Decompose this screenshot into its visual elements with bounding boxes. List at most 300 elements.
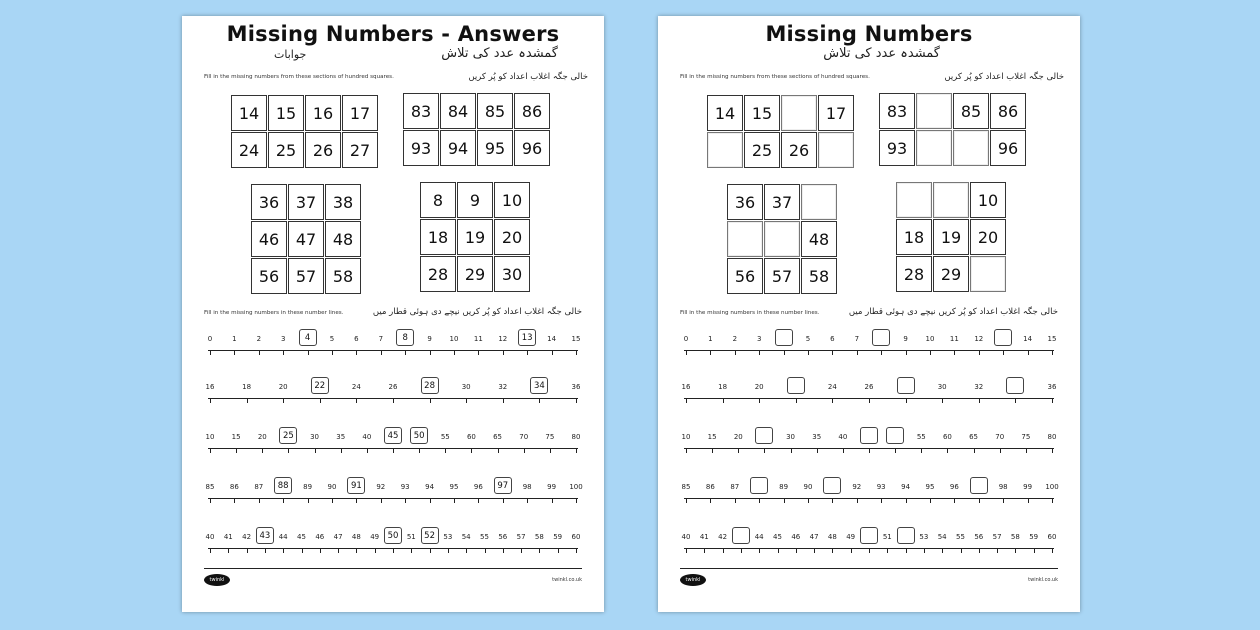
- grid-cell: 56: [727, 258, 763, 294]
- number-line-label: 41: [223, 533, 233, 541]
- number-line-tick: [503, 398, 504, 403]
- number-line-label: 60: [1047, 533, 1057, 541]
- number-line-tick: [430, 350, 431, 355]
- grid-cell: 15: [744, 95, 780, 131]
- number-line-tick: [808, 498, 809, 503]
- number-line-tick: [283, 350, 284, 355]
- grid-instruction-urdu: خالی جگہ اغلاب اعداد کو پُر کریں: [944, 72, 1064, 82]
- worksheet-title: Missing Numbers - Answers: [226, 22, 560, 46]
- number-line-label: 58: [534, 533, 544, 541]
- number-line-tick: [930, 350, 931, 355]
- number-line-tick: [1015, 548, 1016, 553]
- grid-cell: 83: [879, 93, 915, 129]
- number-line-tick: [419, 448, 420, 453]
- grid-cell: 28: [896, 256, 932, 292]
- number-line-tick: [228, 548, 229, 553]
- hundred-square-grid-4: [420, 182, 531, 293]
- grid-cell: 83: [403, 93, 439, 129]
- blank-answer-box[interactable]: [886, 427, 904, 444]
- number-line-4: [681, 480, 1059, 510]
- number-line-label: 30: [786, 433, 796, 441]
- number-line-tick: [430, 498, 431, 503]
- blank-grid-cell[interactable]: [933, 182, 969, 218]
- number-line-tick: [921, 448, 922, 453]
- answer-box: 4: [299, 329, 317, 346]
- number-line-tick: [259, 350, 260, 355]
- grid-cell: 8: [420, 182, 456, 218]
- number-line-label: 56: [974, 533, 984, 541]
- number-line-tick: [974, 448, 975, 453]
- number-line-label: 1: [232, 335, 237, 343]
- grid-cell: 57: [288, 258, 324, 294]
- grid-cell: 47: [288, 221, 324, 257]
- number-line-label: 20: [257, 433, 267, 441]
- blank-answer-box[interactable]: [994, 329, 1012, 346]
- number-line-tick: [686, 398, 687, 403]
- number-line-tick: [784, 498, 785, 503]
- blank-worksheet: [658, 16, 1080, 612]
- number-line-tick: [503, 350, 504, 355]
- number-line-tick: [942, 398, 943, 403]
- blank-answer-box[interactable]: [860, 527, 878, 544]
- number-line-tick: [454, 350, 455, 355]
- number-line-label: 18: [718, 383, 728, 391]
- number-line-tick: [947, 448, 948, 453]
- blank-answer-box[interactable]: [750, 477, 768, 494]
- number-line-tick: [381, 498, 382, 503]
- number-line-label: 16: [681, 383, 691, 391]
- grid-cell: 86: [990, 93, 1026, 129]
- number-line-tick: [832, 498, 833, 503]
- number-line-tick: [887, 548, 888, 553]
- number-line-tick: [1034, 548, 1035, 553]
- number-line-label: 59: [1029, 533, 1039, 541]
- website-label: twinkl.co.uk: [1028, 577, 1058, 583]
- number-line-tick: [332, 350, 333, 355]
- number-line-label: 26: [388, 383, 398, 391]
- number-line-label: 30: [937, 383, 947, 391]
- number-line-tick: [576, 350, 577, 355]
- number-line-label: 6: [354, 335, 359, 343]
- number-line-tick: [906, 548, 907, 553]
- blank-grid-cell[interactable]: [970, 256, 1006, 292]
- answer-box: 34: [530, 377, 548, 394]
- number-line-label: 7: [854, 335, 860, 343]
- number-line-tick: [430, 398, 431, 403]
- answer-box: 91: [347, 477, 365, 494]
- twinkl-logo: twinkl: [204, 574, 230, 586]
- hundred-square-grid-3: [727, 184, 838, 295]
- blank-answer-box[interactable]: [897, 377, 915, 394]
- grid-cell: 14: [707, 95, 743, 131]
- number-line-label: 36: [571, 383, 581, 391]
- number-line-label: 42: [242, 533, 252, 541]
- hundred-square-grid-2: [879, 93, 1027, 167]
- number-line-label: 18: [242, 383, 252, 391]
- number-line-label: 35: [812, 433, 822, 441]
- answer-box: 22: [311, 377, 329, 394]
- number-line-label: 45: [773, 533, 782, 541]
- number-line-tick: [686, 548, 687, 553]
- number-line-tick: [430, 548, 431, 553]
- blank-answer-box[interactable]: [732, 527, 750, 544]
- number-line-label: 94: [901, 483, 911, 491]
- number-line-tick: [308, 498, 309, 503]
- number-line-tick: [979, 498, 980, 503]
- number-line-axis: [684, 350, 1054, 351]
- number-line-label: 86: [705, 483, 715, 491]
- number-line-tick: [356, 498, 357, 503]
- number-line-label: 53: [443, 533, 453, 541]
- line-instruction-urdu: خالی جگہ اغلاب اعداد کو پُر کریں نیچے دی ہوئی قطار میں: [848, 307, 1058, 317]
- answer-box: 50: [410, 427, 428, 444]
- number-line-label: 98: [522, 483, 532, 491]
- number-line-tick: [686, 350, 687, 355]
- number-line-label: 46: [315, 533, 325, 541]
- number-line-axis: [684, 498, 1054, 499]
- answers-worksheet: [182, 16, 604, 612]
- number-line-label: 75: [1021, 433, 1031, 441]
- number-line-label: 57: [992, 533, 1002, 541]
- number-line-tick: [405, 350, 406, 355]
- number-line-tick: [843, 448, 844, 453]
- worksheet-urdu-title: گمشدہ عدد کی تلاش: [823, 46, 940, 61]
- number-line-label: 48: [827, 533, 837, 541]
- number-line-label: 3: [280, 335, 286, 343]
- grid-cell: 27: [342, 132, 378, 168]
- number-line-label: 55: [956, 533, 965, 541]
- number-line-label: 99: [1023, 483, 1033, 491]
- grid-cell: 58: [325, 258, 361, 294]
- number-line-tick: [1052, 350, 1053, 355]
- grid-cell: 20: [494, 219, 530, 255]
- number-line-3: [681, 430, 1057, 460]
- number-line-tick: [686, 448, 687, 453]
- number-line-tick: [411, 548, 412, 553]
- answer-box: 88: [274, 477, 292, 494]
- blank-grid-cell[interactable]: [727, 221, 763, 257]
- blank-grid-cell[interactable]: [916, 130, 952, 166]
- number-line-label: 65: [493, 433, 503, 441]
- number-line-tick: [710, 350, 711, 355]
- number-line-tick: [942, 548, 943, 553]
- number-line-tick: [961, 548, 962, 553]
- number-line-tick: [906, 350, 907, 355]
- number-line-label: 11: [949, 335, 959, 343]
- blank-answer-box[interactable]: [872, 329, 890, 346]
- number-line-tick: [1052, 398, 1053, 403]
- number-line-tick: [375, 548, 376, 553]
- line-instruction: Fill in the missing numbers in these number lines.: [680, 310, 820, 316]
- number-line-label: 41: [699, 533, 709, 541]
- number-line-label: 96: [473, 483, 483, 491]
- number-line-label: 58: [1010, 533, 1020, 541]
- number-line-label: 44: [278, 533, 288, 541]
- number-line-tick: [320, 548, 321, 553]
- number-line-label: 42: [718, 533, 728, 541]
- number-line-tick: [332, 498, 333, 503]
- grid-cell: 25: [744, 132, 780, 168]
- number-line-label: 11: [473, 335, 483, 343]
- number-line-tick: [236, 448, 237, 453]
- blank-grid-cell[interactable]: [896, 182, 932, 218]
- number-line-tick: [738, 448, 739, 453]
- twinkl-logo: twinkl: [680, 574, 706, 586]
- number-line-tick: [1028, 350, 1029, 355]
- number-line-label: 87: [254, 483, 264, 491]
- number-line-label: 15: [231, 433, 241, 441]
- grid-cell: 28: [420, 256, 456, 292]
- number-line-label: 36: [1047, 383, 1057, 391]
- number-line-tick: [265, 548, 266, 553]
- grid-instruction: Fill in the missing numbers from these sections of hundred squares.: [204, 74, 394, 80]
- number-line-tick: [552, 350, 553, 355]
- number-line-tick: [283, 398, 284, 403]
- blank-grid-cell[interactable]: [953, 130, 989, 166]
- grid-cell: 29: [933, 256, 969, 292]
- number-line-label: 30: [461, 383, 471, 391]
- grid-cell: 56: [251, 258, 287, 294]
- number-line-1: [683, 332, 1057, 362]
- blank-answer-box[interactable]: [755, 427, 773, 444]
- number-line-label: 98: [998, 483, 1008, 491]
- number-line-tick: [550, 448, 551, 453]
- number-line-label: 59: [553, 533, 563, 541]
- number-line-tick: [283, 498, 284, 503]
- grid-instruction-urdu: خالی جگہ اغلاب اعداد کو پُر کریں: [468, 72, 588, 82]
- grid-cell: 19: [457, 219, 493, 255]
- answer-box: 52: [421, 527, 439, 544]
- blank-answer-box[interactable]: [897, 527, 915, 544]
- number-line-label: 86: [229, 483, 239, 491]
- number-line-label: 26: [864, 383, 874, 391]
- blank-grid-cell[interactable]: [707, 132, 743, 168]
- number-line-label: 10: [205, 433, 215, 441]
- number-line-label: 46: [791, 533, 801, 541]
- number-line-tick: [466, 548, 467, 553]
- number-line-label: 32: [498, 383, 508, 391]
- number-line-tick: [796, 398, 797, 403]
- number-line-label: 54: [937, 533, 947, 541]
- hundred-square-grid-3: [251, 184, 362, 295]
- grid-cell: 16: [305, 95, 341, 131]
- grid-cell: 85: [477, 93, 513, 129]
- number-line-label: 0: [207, 335, 213, 343]
- number-line-tick: [954, 350, 955, 355]
- number-line-label: 89: [779, 483, 789, 491]
- number-line-tick: [247, 398, 248, 403]
- grid-cell: 37: [764, 184, 800, 220]
- number-line-label: 14: [1023, 335, 1033, 343]
- grid-cell: 24: [231, 132, 267, 168]
- number-line-tick: [808, 350, 809, 355]
- blank-answer-box[interactable]: [823, 477, 841, 494]
- number-line-4: [205, 480, 583, 510]
- grid-cell: 96: [514, 130, 550, 166]
- number-line-label: 93: [876, 483, 886, 491]
- grid-cell: 30: [494, 256, 530, 292]
- blank-grid-cell[interactable]: [764, 221, 800, 257]
- number-line-5: [205, 530, 581, 560]
- number-line-tick: [759, 398, 760, 403]
- number-line-tick: [796, 548, 797, 553]
- answer-box: 13: [518, 329, 536, 346]
- blank-answer-box[interactable]: [775, 329, 793, 346]
- number-line-label: 14: [547, 335, 557, 343]
- number-line-label: 2: [256, 335, 262, 343]
- number-line-label: 100: [1045, 483, 1059, 491]
- number-line-label: 70: [995, 433, 1005, 441]
- blank-answer-box[interactable]: [787, 377, 805, 394]
- number-line-tick: [302, 548, 303, 553]
- number-line-label: 2: [732, 335, 738, 343]
- number-line-tick: [356, 548, 357, 553]
- number-line-tick: [283, 548, 284, 553]
- number-line-tick: [979, 398, 980, 403]
- number-line-tick: [832, 350, 833, 355]
- number-line-tick: [686, 498, 687, 503]
- number-line-tick: [367, 448, 368, 453]
- grid-cell: 20: [970, 219, 1006, 255]
- grid-cell: 19: [933, 219, 969, 255]
- blank-grid-cell[interactable]: [818, 132, 854, 168]
- number-line-tick: [393, 548, 394, 553]
- number-line-label: 40: [362, 433, 372, 441]
- number-line-label: 10: [681, 433, 691, 441]
- blank-grid-cell[interactable]: [781, 95, 817, 131]
- number-line-axis: [208, 350, 578, 351]
- number-line-tick: [503, 498, 504, 503]
- blank-grid-cell[interactable]: [801, 184, 837, 220]
- number-line-tick: [832, 398, 833, 403]
- number-line-2: [681, 380, 1057, 410]
- grid-cell: 36: [727, 184, 763, 220]
- number-line-label: 47: [333, 533, 343, 541]
- line-instruction: Fill in the missing numbers in these number lines.: [204, 310, 344, 316]
- number-line-tick: [527, 498, 528, 503]
- number-line-label: 1: [708, 335, 713, 343]
- number-line-label: 95: [925, 483, 935, 491]
- number-line-label: 32: [974, 383, 984, 391]
- number-line-tick: [210, 398, 211, 403]
- blank-answer-box[interactable]: [1006, 377, 1024, 394]
- number-line-tick: [1052, 548, 1053, 553]
- number-line-tick: [576, 498, 577, 503]
- number-line-label: 20: [733, 433, 743, 441]
- hundred-square-grid-4: [896, 182, 1007, 293]
- number-line-label: 12: [974, 335, 984, 343]
- number-line-label: 44: [754, 533, 764, 541]
- number-line-label: 80: [1047, 433, 1057, 441]
- number-line-tick: [1000, 448, 1001, 453]
- number-line-label: 49: [370, 533, 380, 541]
- grid-cell: 85: [953, 93, 989, 129]
- answer-box: 43: [256, 527, 274, 544]
- number-line-tick: [741, 548, 742, 553]
- number-line-label: 10: [449, 335, 459, 343]
- number-line-label: 96: [949, 483, 959, 491]
- grid-cell: 14: [231, 95, 267, 131]
- grid-cell: 46: [251, 221, 287, 257]
- grid-cell: 37: [288, 184, 324, 220]
- number-line-tick: [558, 548, 559, 553]
- number-line-label: 9: [427, 335, 432, 343]
- grid-cell: 17: [818, 95, 854, 131]
- answer-box: 50: [384, 527, 402, 544]
- number-line-tick: [527, 350, 528, 355]
- number-line-tick: [759, 548, 760, 553]
- number-line-tick: [735, 498, 736, 503]
- number-line-2: [205, 380, 581, 410]
- blank-answer-box[interactable]: [860, 427, 878, 444]
- number-line-tick: [320, 398, 321, 403]
- number-line-tick: [1015, 398, 1016, 403]
- number-line-label: 90: [803, 483, 813, 491]
- worksheet-urdu-title: گمشدہ عدد کی تلاش: [441, 46, 558, 61]
- number-line-tick: [445, 448, 446, 453]
- blank-grid-cell[interactable]: [916, 93, 952, 129]
- number-line-tick: [979, 350, 980, 355]
- number-line-tick: [1003, 350, 1004, 355]
- number-line-label: 87: [730, 483, 740, 491]
- number-line-tick: [315, 448, 316, 453]
- grid-cell: 17: [342, 95, 378, 131]
- number-line-tick: [381, 350, 382, 355]
- hundred-square-grid-1: [707, 95, 855, 169]
- number-line-tick: [524, 448, 525, 453]
- number-line-label: 90: [327, 483, 337, 491]
- number-line-tick: [712, 448, 713, 453]
- grid-cell: 25: [268, 132, 304, 168]
- number-line-label: 35: [336, 433, 346, 441]
- number-line-tick: [393, 448, 394, 453]
- number-line-label: 55: [480, 533, 489, 541]
- number-line-tick: [521, 548, 522, 553]
- number-line-tick: [262, 448, 263, 453]
- grid-cell: 86: [514, 93, 550, 129]
- number-line-tick: [791, 448, 792, 453]
- number-line-label: 93: [400, 483, 410, 491]
- number-line-tick: [478, 498, 479, 503]
- number-line-label: 70: [519, 433, 529, 441]
- worksheet-title: Missing Numbers: [765, 22, 973, 46]
- grid-cell: 15: [268, 95, 304, 131]
- number-line-tick: [448, 548, 449, 553]
- number-line-label: 53: [919, 533, 929, 541]
- number-line-tick: [259, 498, 260, 503]
- number-line-tick: [1026, 448, 1027, 453]
- number-line-tick: [1052, 448, 1053, 453]
- number-line-label: 95: [449, 483, 459, 491]
- number-line-tick: [881, 498, 882, 503]
- blank-answer-box[interactable]: [970, 477, 988, 494]
- number-line-label: 12: [498, 335, 508, 343]
- number-line-tick: [478, 350, 479, 355]
- number-line-label: 45: [297, 533, 306, 541]
- number-line-label: 20: [754, 383, 764, 391]
- number-line-label: 9: [903, 335, 908, 343]
- number-line-tick: [356, 350, 357, 355]
- number-line-label: 56: [498, 533, 508, 541]
- number-line-tick: [1003, 498, 1004, 503]
- number-line-label: 55: [440, 433, 450, 441]
- number-line-label: 20: [278, 383, 288, 391]
- number-line-label: 15: [1047, 335, 1057, 343]
- number-line-label: 49: [846, 533, 856, 541]
- number-line-tick: [814, 548, 815, 553]
- footer-divider: [680, 568, 1058, 569]
- number-line-label: 30: [310, 433, 320, 441]
